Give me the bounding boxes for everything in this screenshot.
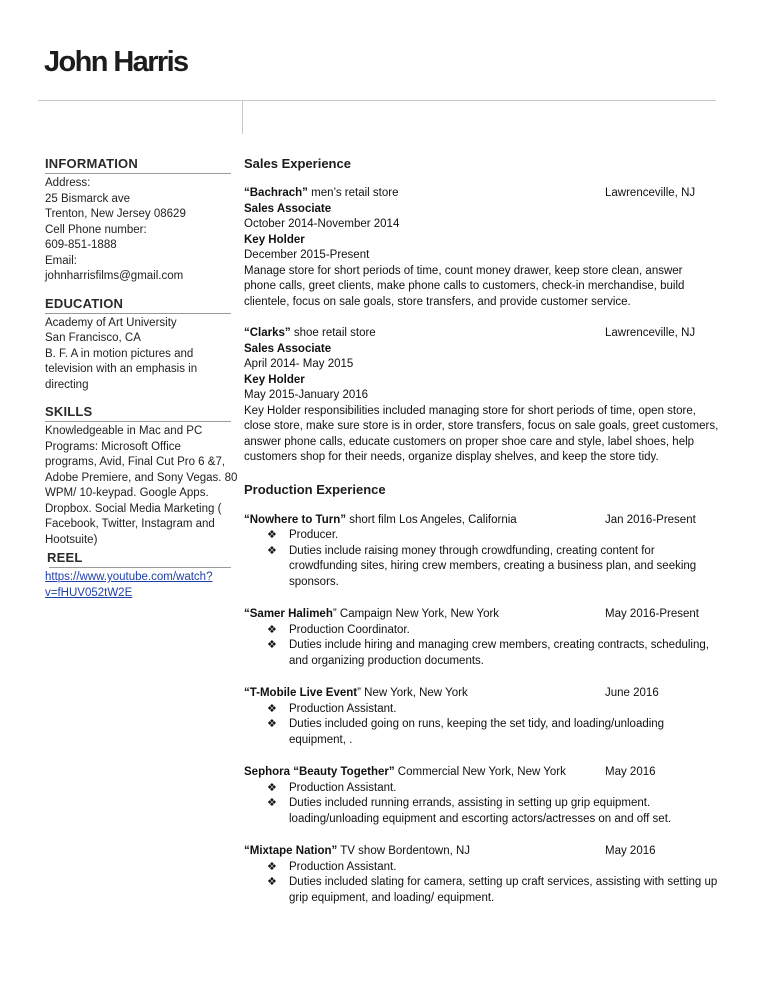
bullet-item	[244, 860, 720, 876]
diamond-bullet-icon: ❖	[267, 639, 277, 651]
diamond-bullet-icon: ❖	[267, 718, 277, 730]
production-item	[244, 686, 720, 748]
job-role: Key Holder	[244, 373, 305, 386]
text-line: Knowledgeable in Mac and PC	[45, 425, 203, 437]
text-line: television with an emphasis in	[45, 363, 198, 375]
job-description	[244, 264, 720, 311]
diamond-bullet-icon: ❖	[267, 781, 277, 794]
main-column	[244, 156, 720, 923]
text-line: 609-851-1888	[45, 239, 117, 251]
bullet-line: Duties include hiring and managing crew members, creating contracts, scheduling,	[289, 639, 709, 651]
production-title: “T-Mobile Live Event	[244, 687, 358, 699]
text-line: B. F. A in motion pictures and	[45, 347, 194, 360]
job-dates: April 2014- May 2015	[244, 358, 354, 370]
text-line: Dropbox. Social Media Marketing (	[45, 502, 222, 515]
bullet-line: and organizing production documents.	[289, 654, 484, 667]
production-date: May 2016	[605, 766, 656, 778]
bullet-line: crowdfunding sites, hiring crew members, creating a business plan, and seeking	[289, 560, 697, 572]
information-lines	[45, 176, 231, 285]
diamond-bullet-icon: ❖	[267, 702, 277, 715]
bullet-item	[244, 528, 720, 544]
bullet-line: loading/unloading equipment and escorting actors/actresses on and off set.	[289, 812, 672, 825]
bullet-item	[244, 717, 720, 748]
bullet-item	[244, 623, 720, 639]
education-lines	[45, 316, 231, 394]
text-line: Hootsuite)	[45, 533, 98, 546]
text-line: 25 Bismarck ave	[45, 192, 131, 205]
job-dates: December 2015-Present	[244, 249, 370, 261]
skills-section	[45, 404, 238, 548]
job-role: Sales Associate	[244, 202, 332, 215]
job-header	[244, 326, 720, 342]
production-bullets	[244, 702, 720, 749]
skills-lines	[45, 424, 238, 548]
bullet-line: Producer.	[289, 529, 339, 541]
bullet-item	[244, 702, 720, 718]
job-location: Lawrenceville, NJ	[605, 187, 696, 199]
production-date: Jan 2016-Present	[605, 513, 696, 526]
company-description: shoe retail store	[290, 327, 376, 339]
text-line: Trenton, New Jersey 08629	[45, 208, 186, 220]
bullet-line: Production Assistant.	[289, 702, 397, 715]
description-line: Key Holder responsibilities included managing store for short periods of time, open store,	[244, 404, 696, 417]
bullet-line: Duties include raising money through crowdfunding, creating content for	[289, 544, 655, 557]
production-title: “Samer Halimeh	[244, 608, 333, 620]
job-header	[244, 186, 720, 202]
production-header	[244, 686, 720, 702]
education-section	[45, 296, 231, 394]
job-location: Lawrenceville, NJ	[605, 327, 696, 339]
skills-divider	[45, 421, 231, 422]
production-items	[244, 513, 720, 907]
text-line: Facebook, Twitter, Instagram and	[45, 518, 215, 530]
header-vertical-divider	[242, 101, 243, 134]
bullet-line: Duties included running errands, assisting in setting up grip equipment.	[289, 797, 651, 809]
production-bullets	[244, 623, 720, 670]
text-line: Adobe Premiere, and Sony Vegas. 80	[45, 471, 238, 484]
diamond-bullet-icon: ❖	[267, 860, 277, 873]
sidebar	[45, 156, 238, 612]
job-dates: May 2015-January 2016	[244, 389, 369, 401]
information-heading: INFORMATION	[45, 156, 138, 171]
production-item	[244, 844, 720, 906]
bullet-item	[244, 638, 720, 669]
diamond-bullet-icon: ❖	[267, 797, 277, 809]
sales-job	[244, 186, 720, 310]
skills-heading: SKILLS	[45, 404, 93, 419]
bullet-item	[244, 544, 720, 591]
production-item	[244, 513, 720, 591]
information-section	[45, 156, 231, 285]
diamond-bullet-icon: ❖	[267, 876, 277, 888]
sales-jobs	[244, 186, 720, 466]
bullet-line: Production Coordinator.	[289, 623, 410, 636]
education-divider	[45, 313, 231, 314]
production-details: TV show Bordentown, NJ	[337, 845, 471, 857]
sales-heading: Sales Experience	[244, 156, 351, 171]
text-line: Email:	[45, 254, 77, 267]
job-dates: October 2014-November 2014	[244, 218, 400, 230]
bullet-line: Duties included slating for camera, setting up craft services, assisting with setting up	[289, 876, 718, 888]
job-description	[244, 404, 720, 466]
production-item	[244, 765, 720, 827]
description-line: close store, make sure store is in order, store transfers, focus on sale goals, greet customers,	[244, 420, 719, 432]
description-line: customers shop for their needs, organize display shelves, and keep the store tidy.	[244, 451, 659, 463]
production-title: “Mixtape Nation”	[244, 845, 338, 857]
reel-heading: REEL	[47, 550, 83, 565]
text-line: programs, Avid, Final Cut Pro 6 &7,	[45, 456, 226, 468]
text-line: Address:	[45, 177, 91, 189]
production-bullets	[244, 860, 720, 907]
company-name: “Bachrach”	[244, 187, 308, 199]
reel-link-line[interactable]: https://www.youtube.com/watch?	[45, 571, 213, 583]
diamond-bullet-icon: ❖	[267, 623, 277, 636]
job-role: Key Holder	[244, 233, 305, 246]
production-heading: Production Experience	[244, 481, 386, 497]
description-line: clientele, focus on sale goals, store transfers, and provide customer service.	[244, 295, 631, 308]
production-header	[244, 844, 720, 860]
reel-section	[45, 550, 231, 601]
sales-job	[244, 326, 720, 466]
production-details: ” New York, New York	[357, 687, 468, 699]
production-date: May 2016-Present	[605, 608, 699, 620]
company-description: men’s retail store	[307, 187, 399, 199]
text-line: WPM/ 10-keypad. Google Apps.	[45, 487, 209, 499]
diamond-bullet-icon: ❖	[267, 529, 277, 541]
bullet-line: grip equipment, and loading/ equipment.	[289, 891, 495, 904]
bullet-item	[244, 781, 720, 797]
production-bullets	[244, 528, 720, 590]
production-details: short film Los Angeles, California	[346, 513, 517, 526]
text-line: johnharrisfilms@gmail.com	[45, 270, 184, 282]
reel-link[interactable]	[45, 570, 231, 601]
production-item	[244, 607, 720, 669]
education-heading: EDUCATION	[45, 295, 124, 311]
bullet-line: Production Assistant.	[289, 781, 397, 794]
text-line: Academy of Art University	[45, 316, 177, 329]
description-line: Manage store for short periods of time, count money drawer, keep store clean, answer	[244, 264, 683, 277]
production-bullets	[244, 781, 720, 828]
header-divider	[38, 100, 716, 101]
production-title: “Nowhere to Turn”	[244, 513, 347, 526]
information-divider	[45, 173, 231, 174]
production-header	[244, 765, 720, 781]
text-line: San Francisco, CA	[45, 332, 141, 344]
diamond-bullet-icon: ❖	[267, 544, 277, 557]
bullet-item	[244, 875, 720, 906]
production-details: Commercial New York, New York	[394, 766, 566, 778]
production-date: May 2016	[605, 845, 656, 857]
bullet-line: equipment, .	[289, 733, 353, 746]
text-line: Programs: Microsoft Office	[45, 440, 181, 453]
bullet-line: Production Assistant.	[289, 860, 397, 873]
description-line: phone calls, greet clients, make phone calls to customers, check-in merchandise, build	[244, 280, 685, 292]
text-line: Cell Phone number:	[45, 223, 147, 236]
description-line: answer phone calls, educate customers on proper shoe care and style, label shoes, help	[244, 435, 695, 448]
production-header	[244, 513, 720, 529]
production-date: June 2016	[605, 687, 659, 699]
reel-link-line[interactable]: v=fHUV052tW2E	[45, 586, 133, 599]
company-name: “Clarks”	[244, 327, 291, 339]
reel-divider	[49, 567, 231, 568]
bullet-line: Duties included going on runs, keeping the set tidy, and loading/unloading	[289, 718, 665, 730]
job-role: Sales Associate	[244, 342, 332, 355]
bullet-item	[244, 796, 720, 827]
production-title: Sephora “Beauty Together”	[244, 766, 395, 778]
production-details: ” Campaign New York, New York	[332, 608, 500, 620]
bullet-line: sponsors.	[289, 575, 339, 588]
production-header	[244, 607, 720, 623]
resume-name: John Harris	[44, 46, 188, 78]
text-line: directing	[45, 378, 89, 391]
